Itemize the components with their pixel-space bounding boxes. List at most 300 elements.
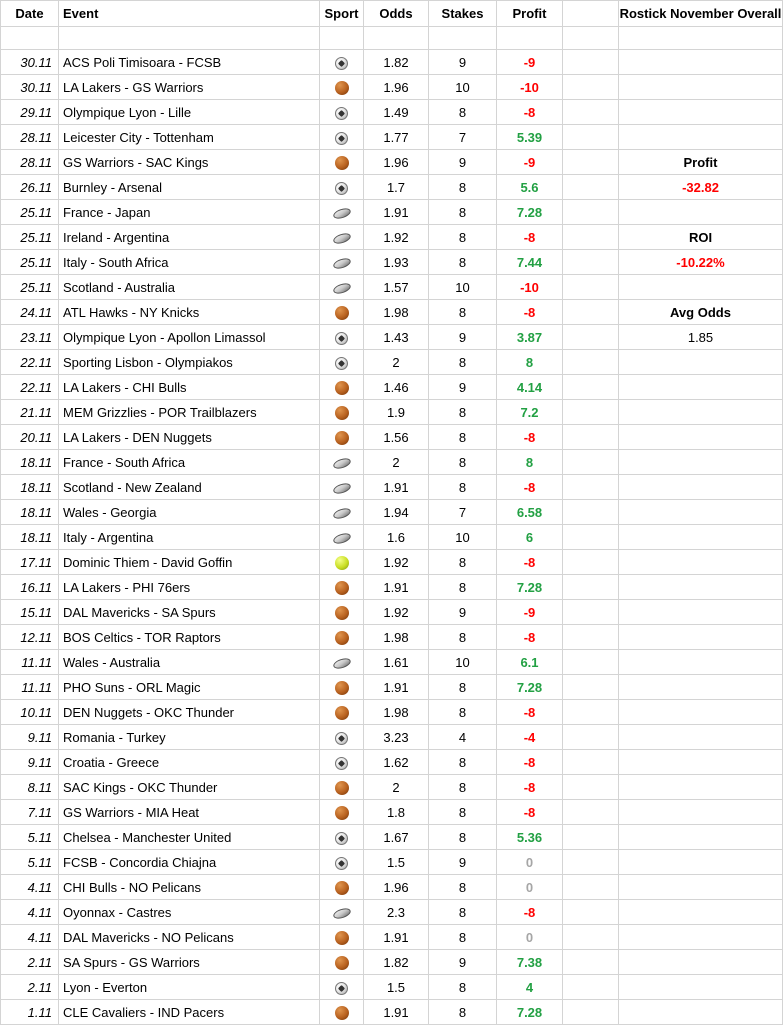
event-cell[interactable]: LA Lakers - GS Warriors [59,75,320,100]
event-cell[interactable]: Romania - Turkey [59,725,320,750]
date-cell[interactable]: 22.11 [1,375,59,400]
date-cell[interactable]: 30.11 [1,75,59,100]
odds-cell[interactable]: 1.96 [364,150,429,175]
profit-cell[interactable]: 7.38 [497,950,563,975]
overall-cell[interactable] [619,625,783,650]
overall-cell[interactable] [619,850,783,875]
sport-cell[interactable] [320,300,364,325]
event-cell[interactable]: MEM Grizzlies - POR Trailblazers [59,400,320,425]
event-cell[interactable]: PHO Suns - ORL Magic [59,675,320,700]
profit-cell[interactable]: 3.87 [497,325,563,350]
profit-cell[interactable]: 7.28 [497,1000,563,1025]
profit-cell[interactable]: 6 [497,525,563,550]
sport-cell[interactable] [320,400,364,425]
date-cell[interactable]: 25.11 [1,275,59,300]
event-cell[interactable]: Olympique Lyon - Apollon Limassol [59,325,320,350]
event-cell[interactable]: Burnley - Arsenal [59,175,320,200]
profit-cell[interactable]: 6.1 [497,650,563,675]
event-cell[interactable]: Scotland - New Zealand [59,475,320,500]
empty-cell[interactable] [563,650,619,675]
stakes-cell[interactable]: 8 [429,200,497,225]
empty-cell[interactable] [563,600,619,625]
date-cell[interactable]: 18.11 [1,475,59,500]
event-cell[interactable]: Leicester City - Tottenham [59,125,320,150]
empty-cell[interactable] [429,27,497,50]
empty-cell[interactable] [563,425,619,450]
odds-cell[interactable]: 1.7 [364,175,429,200]
overall-cell[interactable] [619,400,783,425]
event-cell[interactable]: ATL Hawks - NY Knicks [59,300,320,325]
overall-cell[interactable] [619,450,783,475]
date-cell[interactable]: 4.11 [1,900,59,925]
empty-cell[interactable] [563,800,619,825]
sport-cell[interactable] [320,125,364,150]
overall-cell[interactable] [619,825,783,850]
empty-cell[interactable] [563,100,619,125]
stakes-cell[interactable]: 8 [429,425,497,450]
odds-cell[interactable]: 1.94 [364,500,429,525]
overall-cell[interactable] [619,50,783,75]
date-cell[interactable]: 11.11 [1,650,59,675]
profit-cell[interactable]: -9 [497,50,563,75]
sport-cell[interactable] [320,425,364,450]
empty-cell[interactable] [563,225,619,250]
event-cell[interactable]: DEN Nuggets - OKC Thunder [59,700,320,725]
overall-cell[interactable] [619,275,783,300]
date-cell[interactable]: 23.11 [1,325,59,350]
stakes-cell[interactable]: 8 [429,675,497,700]
sport-cell[interactable] [320,975,364,1000]
overall-cell[interactable] [619,100,783,125]
odds-cell[interactable]: 2 [364,350,429,375]
date-cell[interactable]: 20.11 [1,425,59,450]
summary-cell[interactable] [619,325,783,350]
stakes-cell[interactable]: 8 [429,625,497,650]
odds-cell[interactable]: 1.96 [364,875,429,900]
empty-cell[interactable] [563,850,619,875]
event-cell[interactable]: CHI Bulls - NO Pelicans [59,875,320,900]
empty-cell[interactable] [563,50,619,75]
event-cell[interactable]: Italy - South Africa [59,250,320,275]
odds-cell[interactable]: 1.5 [364,850,429,875]
profit-cell[interactable]: -8 [497,550,563,575]
profit-cell[interactable]: -4 [497,725,563,750]
empty-cell[interactable] [563,950,619,975]
event-cell[interactable]: Lyon - Everton [59,975,320,1000]
event-cell[interactable]: Oyonnax - Castres [59,900,320,925]
sport-cell[interactable] [320,275,364,300]
event-cell[interactable]: GS Warriors - MIA Heat [59,800,320,825]
empty-cell[interactable] [563,1000,619,1025]
sport-cell[interactable] [320,850,364,875]
sport-cell[interactable] [320,900,364,925]
stakes-cell[interactable]: 8 [429,900,497,925]
empty-cell[interactable] [563,375,619,400]
header-profit[interactable]: Profit [497,1,563,27]
profit-cell[interactable]: -8 [497,775,563,800]
stakes-cell[interactable]: 9 [429,325,497,350]
empty-cell[interactable] [563,550,619,575]
date-cell[interactable]: 1.11 [1,1000,59,1025]
summary-cell[interactable] [619,225,783,250]
sport-cell[interactable] [320,250,364,275]
profit-cell[interactable]: 5.6 [497,175,563,200]
profit-cell[interactable]: -8 [497,425,563,450]
overall-cell[interactable] [619,725,783,750]
overall-cell[interactable] [619,775,783,800]
odds-cell[interactable]: 1.46 [364,375,429,400]
stakes-cell[interactable]: 9 [429,150,497,175]
profit-cell[interactable]: 7.44 [497,250,563,275]
odds-cell[interactable]: 1.49 [364,100,429,125]
event-cell[interactable]: FCSB - Concordia Chiajna [59,850,320,875]
odds-cell[interactable]: 1.77 [364,125,429,150]
date-cell[interactable]: 18.11 [1,450,59,475]
empty-cell[interactable] [563,125,619,150]
sport-cell[interactable] [320,175,364,200]
overall-cell[interactable] [619,925,783,950]
empty-cell[interactable] [563,900,619,925]
overall-cell[interactable] [619,200,783,225]
stakes-cell[interactable]: 8 [429,575,497,600]
odds-cell[interactable]: 1.56 [364,425,429,450]
date-cell[interactable]: 24.11 [1,300,59,325]
empty-cell[interactable] [563,525,619,550]
header-empty-cell[interactable] [563,1,619,27]
profit-cell[interactable]: -8 [497,750,563,775]
stakes-cell[interactable]: 8 [429,775,497,800]
sport-cell[interactable] [320,625,364,650]
empty-cell[interactable] [563,450,619,475]
date-cell[interactable]: 18.11 [1,525,59,550]
stakes-cell[interactable]: 7 [429,125,497,150]
profit-cell[interactable]: -9 [497,150,563,175]
event-cell[interactable]: Croatia - Greece [59,750,320,775]
event-cell[interactable]: LA Lakers - CHI Bulls [59,375,320,400]
stakes-cell[interactable]: 7 [429,500,497,525]
sport-cell[interactable] [320,50,364,75]
profit-cell[interactable]: -8 [497,100,563,125]
profit-cell[interactable]: 0 [497,875,563,900]
odds-cell[interactable]: 1.91 [364,200,429,225]
event-cell[interactable]: DAL Mavericks - SA Spurs [59,600,320,625]
stakes-cell[interactable]: 8 [429,975,497,1000]
empty-cell[interactable] [563,350,619,375]
odds-cell[interactable]: 1.61 [364,650,429,675]
overall-cell[interactable] [619,500,783,525]
odds-cell[interactable]: 1.5 [364,975,429,1000]
empty-cell[interactable] [563,75,619,100]
odds-cell[interactable]: 1.91 [364,475,429,500]
empty-cell[interactable] [563,400,619,425]
stakes-cell[interactable]: 8 [429,250,497,275]
date-cell[interactable]: 21.11 [1,400,59,425]
overall-cell[interactable] [619,425,783,450]
header-sport[interactable]: Sport [320,1,364,27]
stakes-cell[interactable]: 4 [429,725,497,750]
profit-cell[interactable]: 8 [497,350,563,375]
profit-cell[interactable]: 7.2 [497,400,563,425]
profit-cell[interactable]: 0 [497,850,563,875]
event-cell[interactable]: Olympique Lyon - Lille [59,100,320,125]
empty-cell[interactable] [563,925,619,950]
overall-cell[interactable] [619,525,783,550]
empty-cell[interactable] [563,500,619,525]
date-cell[interactable]: 9.11 [1,725,59,750]
empty-cell[interactable] [563,325,619,350]
event-cell[interactable]: SA Spurs - GS Warriors [59,950,320,975]
profit-cell[interactable]: -8 [497,225,563,250]
overall-cell[interactable] [619,900,783,925]
sport-cell[interactable] [320,825,364,850]
profit-cell[interactable]: -10 [497,75,563,100]
stakes-cell[interactable]: 8 [429,550,497,575]
profit-cell[interactable]: -10 [497,275,563,300]
header-event[interactable]: Event [59,1,320,27]
odds-cell[interactable]: 1.43 [364,325,429,350]
event-cell[interactable]: Ireland - Argentina [59,225,320,250]
date-cell[interactable]: 17.11 [1,550,59,575]
stakes-cell[interactable]: 8 [429,825,497,850]
date-cell[interactable]: 7.11 [1,800,59,825]
date-cell[interactable]: 9.11 [1,750,59,775]
overall-cell[interactable] [619,700,783,725]
overall-cell[interactable] [619,350,783,375]
sport-cell[interactable] [320,675,364,700]
odds-cell[interactable]: 2 [364,450,429,475]
stakes-cell[interactable]: 9 [429,375,497,400]
date-cell[interactable]: 10.11 [1,700,59,725]
event-cell[interactable]: Sporting Lisbon - Olympiakos [59,350,320,375]
stakes-cell[interactable]: 9 [429,950,497,975]
odds-cell[interactable]: 1.96 [364,75,429,100]
date-cell[interactable]: 15.11 [1,600,59,625]
date-cell[interactable]: 30.11 [1,50,59,75]
sport-cell[interactable] [320,200,364,225]
stakes-cell[interactable]: 10 [429,650,497,675]
sport-cell[interactable] [320,525,364,550]
profit-cell[interactable]: -8 [497,625,563,650]
odds-cell[interactable]: 1.92 [364,600,429,625]
header-overall[interactable]: Rostick November Overall [619,1,783,27]
date-cell[interactable]: 4.11 [1,925,59,950]
empty-cell[interactable] [497,27,563,50]
overall-cell[interactable] [619,800,783,825]
profit-cell[interactable]: 7.28 [497,575,563,600]
odds-cell[interactable]: 1.8 [364,800,429,825]
profit-cell[interactable]: -9 [497,600,563,625]
stakes-cell[interactable]: 8 [429,700,497,725]
stakes-cell[interactable]: 8 [429,1000,497,1025]
sport-cell[interactable] [320,225,364,250]
sport-cell[interactable] [320,750,364,775]
sport-cell[interactable] [320,650,364,675]
sport-cell[interactable] [320,600,364,625]
sport-cell[interactable] [320,375,364,400]
empty-cell[interactable] [563,825,619,850]
overall-cell[interactable] [619,75,783,100]
date-cell[interactable]: 18.11 [1,500,59,525]
date-cell[interactable]: 16.11 [1,575,59,600]
odds-cell[interactable]: 1.57 [364,275,429,300]
profit-cell[interactable]: -8 [497,300,563,325]
event-cell[interactable]: Chelsea - Manchester United [59,825,320,850]
empty-cell[interactable] [563,700,619,725]
header-stakes[interactable]: Stakes [429,1,497,27]
sport-cell[interactable] [320,575,364,600]
stakes-cell[interactable]: 9 [429,600,497,625]
overall-cell[interactable] [619,550,783,575]
empty-cell[interactable] [563,675,619,700]
odds-cell[interactable]: 1.67 [364,825,429,850]
odds-cell[interactable]: 1.62 [364,750,429,775]
stakes-cell[interactable]: 8 [429,100,497,125]
overall-cell[interactable] [619,1000,783,1025]
date-cell[interactable]: 5.11 [1,825,59,850]
overall-cell[interactable] [619,575,783,600]
empty-cell[interactable] [563,775,619,800]
profit-cell[interactable]: 5.36 [497,825,563,850]
date-cell[interactable]: 28.11 [1,150,59,175]
sport-cell[interactable] [320,875,364,900]
empty-cell[interactable] [563,275,619,300]
empty-cell[interactable] [1,27,59,50]
date-cell[interactable]: 28.11 [1,125,59,150]
profit-cell[interactable]: 7.28 [497,675,563,700]
sport-cell[interactable] [320,75,364,100]
event-cell[interactable]: LA Lakers - PHI 76ers [59,575,320,600]
sport-cell[interactable] [320,350,364,375]
overall-cell[interactable] [619,475,783,500]
event-cell[interactable]: Italy - Argentina [59,525,320,550]
empty-cell[interactable] [563,750,619,775]
odds-cell[interactable]: 1.91 [364,925,429,950]
event-cell[interactable]: GS Warriors - SAC Kings [59,150,320,175]
sport-cell[interactable] [320,700,364,725]
date-cell[interactable]: 12.11 [1,625,59,650]
summary-cell[interactable] [619,150,783,175]
empty-cell[interactable] [563,27,619,50]
sport-cell[interactable] [320,325,364,350]
sport-cell[interactable] [320,925,364,950]
date-cell[interactable]: 5.11 [1,850,59,875]
stakes-cell[interactable]: 8 [429,175,497,200]
profit-cell[interactable]: 4.14 [497,375,563,400]
profit-cell[interactable]: -8 [497,800,563,825]
profit-cell[interactable]: 8 [497,450,563,475]
header-odds[interactable]: Odds [364,1,429,27]
profit-cell[interactable]: -8 [497,475,563,500]
event-cell[interactable]: Dominic Thiem - David Goffin [59,550,320,575]
empty-cell[interactable] [563,175,619,200]
stakes-cell[interactable]: 8 [429,925,497,950]
event-cell[interactable]: SAC Kings - OKC Thunder [59,775,320,800]
empty-cell[interactable] [59,27,320,50]
overall-cell[interactable] [619,375,783,400]
odds-cell[interactable]: 1.92 [364,225,429,250]
profit-cell[interactable]: 6.58 [497,500,563,525]
event-cell[interactable]: ACS Poli Timisoara - FCSB [59,50,320,75]
empty-cell[interactable] [619,27,783,50]
stakes-cell[interactable]: 8 [429,475,497,500]
event-cell[interactable]: France - Japan [59,200,320,225]
event-cell[interactable]: Wales - Georgia [59,500,320,525]
event-cell[interactable]: Scotland - Australia [59,275,320,300]
odds-cell[interactable]: 1.6 [364,525,429,550]
stakes-cell[interactable]: 8 [429,750,497,775]
odds-cell[interactable]: 1.82 [364,950,429,975]
odds-cell[interactable]: 1.91 [364,675,429,700]
stakes-cell[interactable]: 9 [429,50,497,75]
empty-cell[interactable] [563,975,619,1000]
overall-cell[interactable] [619,650,783,675]
sport-cell[interactable] [320,550,364,575]
odds-cell[interactable]: 1.98 [364,300,429,325]
profit-cell[interactable]: -8 [497,700,563,725]
sport-cell[interactable] [320,800,364,825]
event-cell[interactable]: BOS Celtics - TOR Raptors [59,625,320,650]
empty-cell[interactable] [563,200,619,225]
date-cell[interactable]: 26.11 [1,175,59,200]
odds-cell[interactable]: 1.98 [364,700,429,725]
sport-cell[interactable] [320,725,364,750]
stakes-cell[interactable]: 8 [429,800,497,825]
odds-cell[interactable]: 1.91 [364,575,429,600]
odds-cell[interactable]: 1.98 [364,625,429,650]
overall-cell[interactable] [619,950,783,975]
date-cell[interactable]: 2.11 [1,975,59,1000]
overall-cell[interactable] [619,600,783,625]
profit-cell[interactable]: 4 [497,975,563,1000]
date-cell[interactable]: 2.11 [1,950,59,975]
stakes-cell[interactable]: 9 [429,850,497,875]
date-cell[interactable]: 22.11 [1,350,59,375]
odds-cell[interactable]: 2.3 [364,900,429,925]
sport-cell[interactable] [320,950,364,975]
sport-cell[interactable] [320,500,364,525]
overall-cell[interactable] [619,675,783,700]
empty-cell[interactable] [320,27,364,50]
date-cell[interactable]: 29.11 [1,100,59,125]
date-cell[interactable]: 25.11 [1,250,59,275]
profit-cell[interactable]: -8 [497,900,563,925]
stakes-cell[interactable]: 8 [429,450,497,475]
summary-cell[interactable] [619,250,783,275]
odds-cell[interactable]: 3.23 [364,725,429,750]
odds-cell[interactable]: 1.9 [364,400,429,425]
stakes-cell[interactable]: 8 [429,400,497,425]
event-cell[interactable]: Wales - Australia [59,650,320,675]
sport-cell[interactable] [320,775,364,800]
empty-cell[interactable] [563,725,619,750]
event-cell[interactable]: France - South Africa [59,450,320,475]
event-cell[interactable]: DAL Mavericks - NO Pelicans [59,925,320,950]
odds-cell[interactable]: 2 [364,775,429,800]
stakes-cell[interactable]: 8 [429,225,497,250]
event-cell[interactable]: LA Lakers - DEN Nuggets [59,425,320,450]
profit-cell[interactable]: 7.28 [497,200,563,225]
odds-cell[interactable]: 1.92 [364,550,429,575]
date-cell[interactable]: 11.11 [1,675,59,700]
date-cell[interactable]: 25.11 [1,225,59,250]
overall-cell[interactable] [619,875,783,900]
profit-cell[interactable]: 5.39 [497,125,563,150]
odds-cell[interactable]: 1.93 [364,250,429,275]
overall-cell[interactable] [619,750,783,775]
empty-cell[interactable] [563,250,619,275]
overall-cell[interactable] [619,975,783,1000]
empty-cell[interactable] [563,475,619,500]
